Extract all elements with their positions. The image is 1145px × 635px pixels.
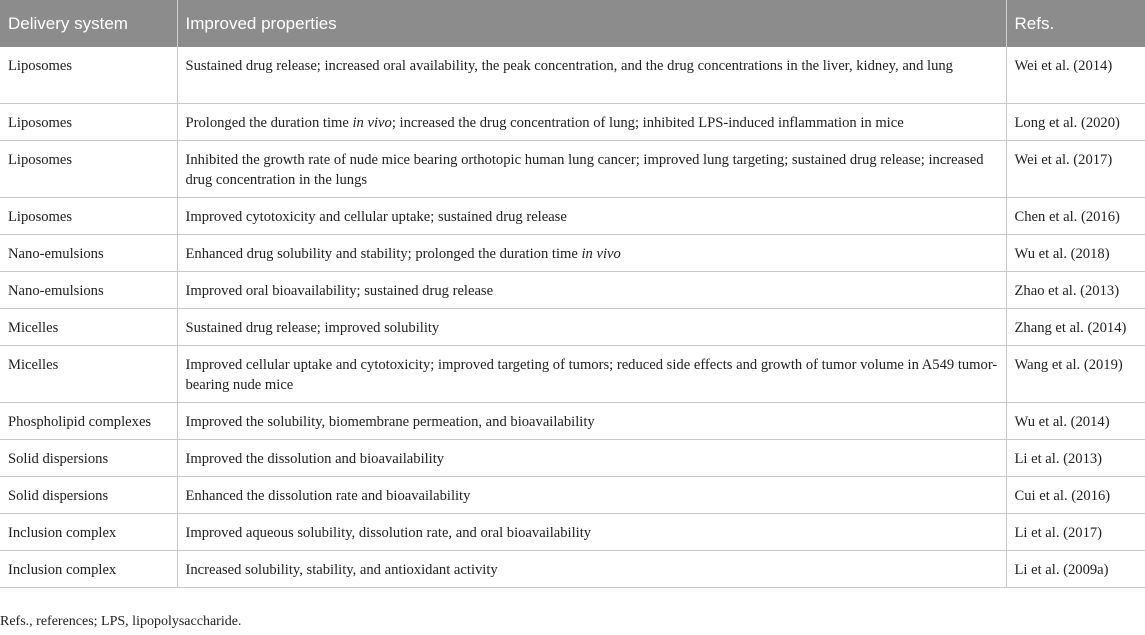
header-row [0,0,1145,47]
cell-ref: Wu et al. (2014) [1006,403,1145,440]
table-row [0,309,1145,346]
cell-improved-properties [177,440,1006,477]
table-row [0,272,1145,309]
cell-ref: Chen et al. (2016) [1006,198,1145,235]
cell-ref: Li et al. (2013) [1006,440,1145,477]
cell-improved-properties [177,104,1006,141]
cell-ref: Li et al. (2009a) [1006,551,1145,588]
cell-improved-properties [177,346,1006,403]
cell-improved-properties [177,198,1006,235]
table-row [0,440,1145,477]
table-row [0,47,1145,104]
table-row [0,141,1145,198]
cell-delivery-system: Phospholipid complexes [0,403,177,440]
cell-delivery-system: Liposomes [0,104,177,141]
text-segment: Improved cytotoxicity and cellular uptake; sustained drug release [185,209,567,225]
cell-ref: Wu et al. (2018) [1006,235,1145,272]
table-row [0,514,1145,551]
text-segment: Prolonged the duration time [185,115,353,131]
cell-ref: Wei et al. (2017) [1006,141,1145,198]
cell-ref: Zhao et al. (2013) [1006,272,1145,309]
table-row [0,198,1145,235]
text-segment: Enhanced drug solubility and stability; prolonged the duration time [185,246,582,262]
text-segment: Inhibited the growth rate of nude mice bearing orthotopic human lung cancer; improved lung targeting; sustained drug release; increased drug concentration in the lungs [185,152,984,188]
cell-improved-properties [177,403,1006,440]
text-segment: Improved the dissolution and bioavailability [185,451,445,467]
cell-delivery-system: Inclusion complex [0,551,177,588]
cell-ref: Long et al. (2020) [1006,104,1145,141]
cell-delivery-system: Nano-emulsions [0,235,177,272]
header-improved-properties: Improved properties [177,0,1006,47]
cell-improved-properties [177,309,1006,346]
table-row [0,477,1145,514]
cell-delivery-system: Solid dispersions [0,477,177,514]
table-body [0,47,1145,588]
table-row [0,104,1145,141]
table-row [0,403,1145,440]
cell-delivery-system: Nano-emulsions [0,272,177,309]
cell-ref: Li et al. (2017) [1006,514,1145,551]
cell-delivery-system: Micelles [0,346,177,403]
cell-delivery-system: Inclusion complex [0,514,177,551]
table-row [0,235,1145,272]
text-segment: ; increased the drug concentration of lung; inhibited LPS-induced inflammation in mice [391,115,904,131]
table-row [0,346,1145,403]
cell-ref: Cui et al. (2016) [1006,477,1145,514]
table-header [0,0,1145,47]
text-segment: Sustained drug release; improved solubility [185,320,440,336]
cell-improved-properties [177,551,1006,588]
cell-improved-properties [177,235,1006,272]
cell-delivery-system: Liposomes [0,141,177,198]
text-segment: Improved oral bioavailability; sustained drug release [185,283,494,299]
text-segment: Sustained drug release; increased oral availability, the peak concentration, and the drug concentrations in the liver, kidney, and lung [185,58,953,74]
cell-ref: Wei et al. (2014) [1006,47,1145,104]
text-segment: Improved aqueous solubility, dissolution rate, and oral bioavailability [185,525,592,541]
cell-improved-properties [177,272,1006,309]
cell-delivery-system: Micelles [0,309,177,346]
cell-improved-properties [177,514,1006,551]
text-segment: Improved cellular uptake and cytotoxicity; improved targeting of tumors; reduced side effects and growth of tumor volume in A549 tumor-bearing nude mice [185,357,998,393]
header-refs: Refs. [1006,0,1145,47]
cell-ref: Wang et al. (2019) [1006,346,1145,403]
cell-improved-properties [177,141,1006,198]
italic-text: in vivo [581,246,621,262]
text-segment: Enhanced the dissolution rate and bioavailability [185,488,471,504]
cell-delivery-system: Solid dispersions [0,440,177,477]
table-footnote: Refs., references; LPS, lipopolysaccharide. [0,614,242,629]
cell-improved-properties [177,47,1006,104]
cell-ref: Zhang et al. (2014) [1006,309,1145,346]
text-segment: Increased solubility, stability, and antioxidant activity [185,562,498,578]
header-delivery-system: Delivery system [0,0,177,47]
table-row [0,551,1145,588]
italic-text: in vivo [352,115,392,131]
cell-delivery-system: Liposomes [0,198,177,235]
text-segment: Improved the solubility, biomembrane permeation, and bioavailability [185,414,595,430]
cell-delivery-system: Liposomes [0,47,177,104]
cell-improved-properties [177,477,1006,514]
